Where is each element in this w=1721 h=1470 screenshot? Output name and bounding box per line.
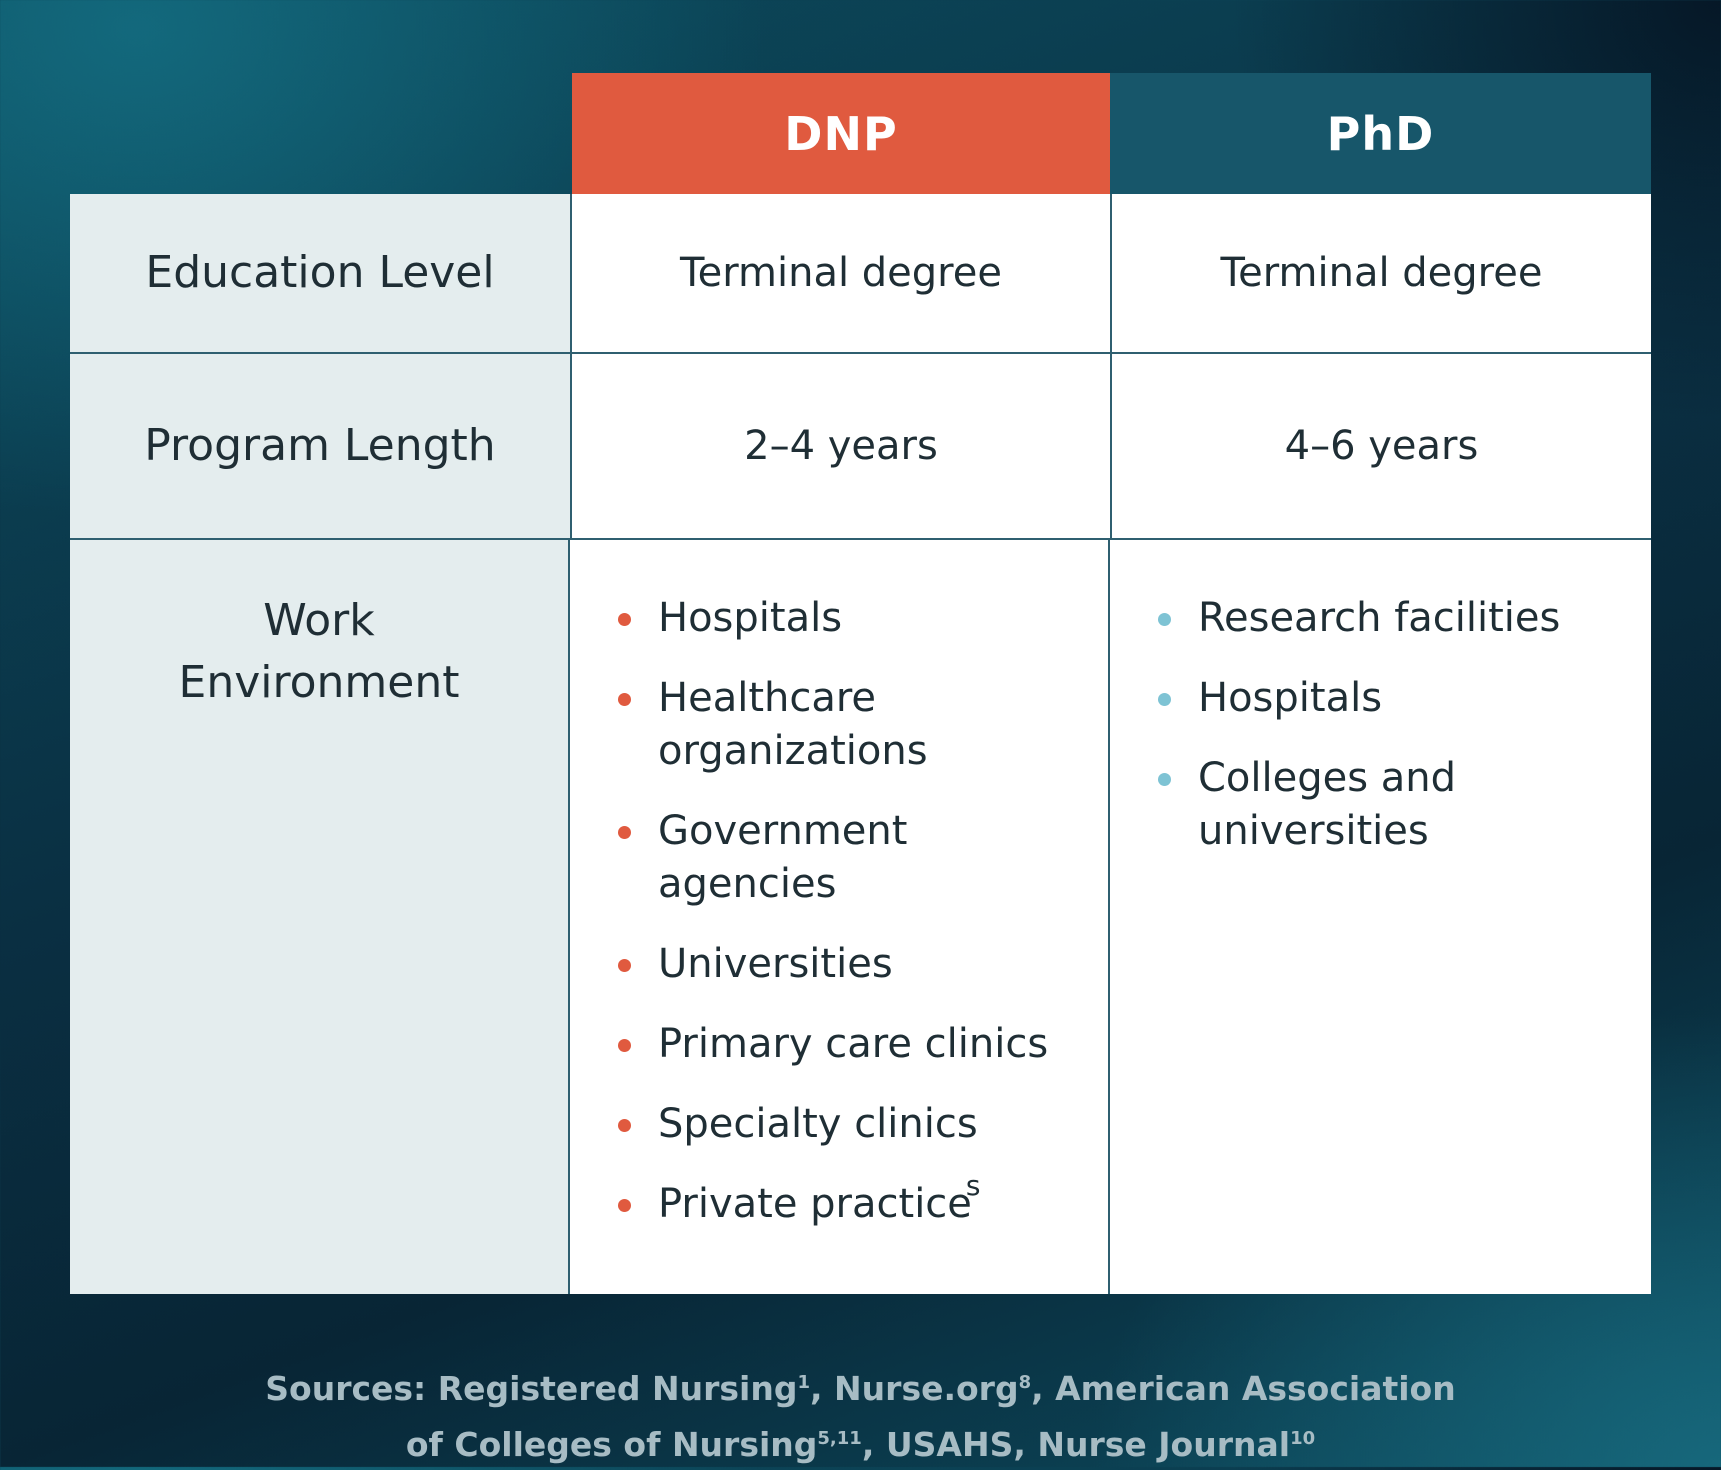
sources-line1 <box>0 1358 1721 1414</box>
list-item <box>570 592 1098 645</box>
row-label-education-level: Education Level <box>70 194 572 352</box>
table-body <box>70 194 1651 1294</box>
list-item-text: Hospitals <box>658 595 843 641</box>
sources-text: , American Association <box>1031 1369 1456 1408</box>
list-item <box>570 672 1098 778</box>
bullet-dot-icon <box>618 1119 631 1132</box>
sources-text: , Nurse.org <box>810 1369 1019 1408</box>
list-item-text: Specialty clinics <box>658 1101 978 1147</box>
bullet-dot-icon <box>618 1039 631 1052</box>
list-item <box>570 1169 1098 1234</box>
sources-text: of Colleges of Nursing <box>405 1425 818 1464</box>
stray-mark: s <box>965 1169 981 1202</box>
footnote-ref: 5,11 <box>817 1428 862 1449</box>
row-label-work-environment <box>70 540 570 1294</box>
list-item-text: Primary care clinics <box>658 1021 1049 1067</box>
list-item-text: Healthcare organizations <box>658 675 928 774</box>
footnote-ref: 1 <box>797 1372 811 1393</box>
dnp-work-list <box>570 592 1098 1261</box>
bullet-dot-icon <box>1158 613 1171 626</box>
list-item <box>570 938 1098 991</box>
list-item-text: Research facilities <box>1198 595 1561 641</box>
cell-phd-work-environment <box>1108 540 1647 1294</box>
list-item <box>1110 752 1628 858</box>
bullet-dot-icon <box>618 959 631 972</box>
footnote-ref: 8 <box>1018 1372 1032 1393</box>
bullet-dot-icon <box>1158 773 1171 786</box>
list-item <box>570 1098 1098 1151</box>
cell-phd-program-length: 4–6 years <box>1110 354 1651 538</box>
row-label-work-line2: Environment <box>178 657 460 708</box>
list-item-text: Private practice <box>658 1181 972 1227</box>
cell-dnp-work-environment <box>570 540 1108 1294</box>
row-label-work-line1: Work <box>263 595 375 646</box>
sources-footnote <box>0 1358 1721 1470</box>
bullet-dot-icon <box>618 613 631 626</box>
list-item-text: Hospitals <box>1198 675 1383 721</box>
phd-work-list <box>1110 592 1628 885</box>
header-spacer <box>70 73 572 194</box>
list-item-text: Government agencies <box>658 808 908 907</box>
row-label-program-length: Program Length <box>70 354 572 538</box>
row-program-length <box>70 352 1651 538</box>
row-education-level <box>70 194 1651 352</box>
list-item <box>570 1018 1098 1071</box>
list-item <box>1110 592 1628 645</box>
bullet-dot-icon <box>618 693 631 706</box>
cell-phd-education-level: Terminal degree <box>1110 194 1651 352</box>
row-work-environment <box>70 538 1651 1294</box>
header-phd: PhD <box>1110 73 1651 194</box>
list-item <box>570 805 1098 911</box>
cell-dnp-program-length: 2–4 years <box>744 423 938 469</box>
header-dnp: DNP <box>572 73 1110 194</box>
comparison-table <box>70 73 1651 1294</box>
list-item-text: Universities <box>658 941 893 987</box>
bullet-dot-icon <box>618 1199 631 1212</box>
footnote-ref: 10 <box>1290 1428 1316 1449</box>
list-item <box>1110 672 1628 725</box>
list-item-text: Colleges and universities <box>1198 755 1457 854</box>
header-row <box>70 73 1651 194</box>
bullet-dot-icon <box>1158 693 1171 706</box>
sources-text: Sources: Registered Nursing <box>265 1369 798 1408</box>
bullet-dot-icon <box>618 826 631 839</box>
cell-dnp-education-level: Terminal degree <box>680 250 1002 296</box>
sources-line2 <box>0 1414 1721 1470</box>
sources-text: , USAHS, Nurse Journal <box>861 1425 1291 1464</box>
